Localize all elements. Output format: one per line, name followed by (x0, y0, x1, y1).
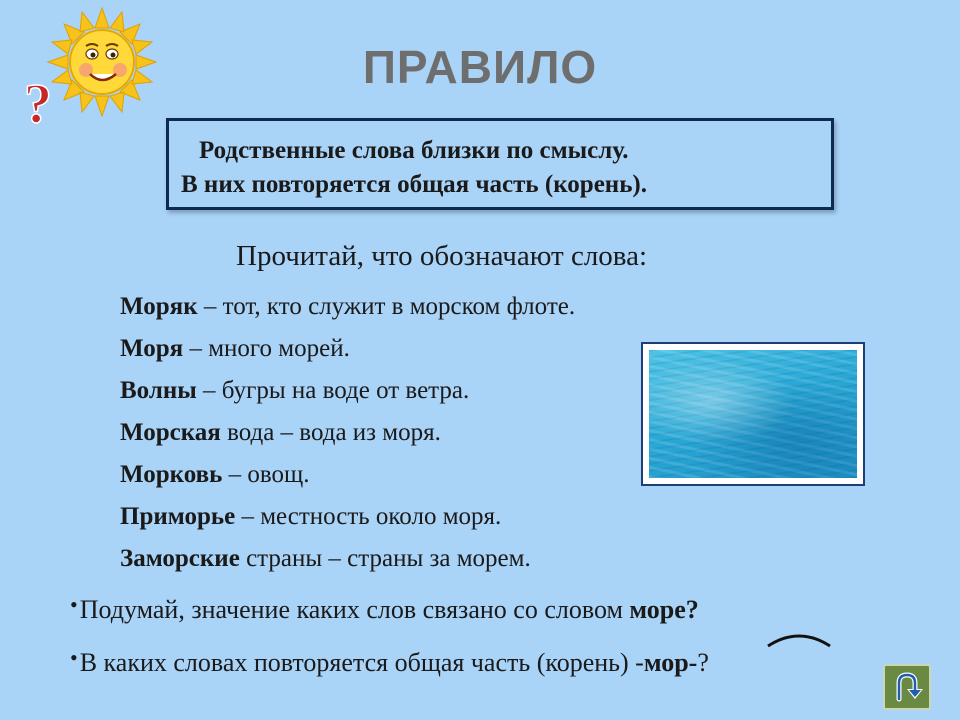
return-arrow-icon (889, 669, 925, 705)
definition-term: Волны (120, 377, 197, 404)
return-button[interactable] (883, 664, 931, 710)
question-1 (70, 592, 699, 625)
question-2-root: мор- (643, 648, 698, 677)
bullet: • (70, 645, 78, 670)
definition-text: – много морей. (183, 335, 350, 362)
definition-term: Морская (120, 419, 221, 446)
question-2-text: В каких словах повторяется общая часть (корень) - (79, 648, 644, 677)
definition-text: – тот, кто служит в морском флоте. (197, 293, 576, 320)
definition-item (120, 412, 575, 454)
page-title: ПРАВИЛО (362, 41, 598, 93)
definition-text: страны – страны за морем. (239, 545, 531, 572)
definition-item (120, 454, 575, 496)
definition-text: – овощ. (222, 461, 310, 488)
question-2-end: ? (697, 648, 709, 677)
definition-term: Приморье (120, 503, 236, 530)
question-1-keyword: море? (629, 595, 699, 624)
definition-text: – местность около моря. (235, 503, 502, 530)
root-arc-mark (764, 630, 834, 648)
definition-term: Моряк (120, 293, 198, 320)
rule-box (166, 118, 834, 210)
sea-water-image (642, 343, 864, 485)
definition-term: Заморские (120, 545, 240, 572)
rule-line-2: В них повторяется общая часть (корень). (181, 171, 648, 198)
definition-item (120, 496, 575, 538)
rule-line-1: Родственные слова близки по смыслу. (199, 137, 629, 164)
instruction-text: Прочитай, что обозначают слова: (236, 240, 648, 272)
svg-text:?: ? (24, 73, 52, 126)
bullet: • (70, 592, 78, 617)
definition-list (120, 286, 575, 580)
question-1-text: Подумай, значение каких слов связано со словом (79, 595, 630, 624)
definition-item (120, 370, 575, 412)
question-2 (70, 645, 709, 678)
definition-text: вода – вода из моря. (220, 419, 441, 446)
definition-item (120, 328, 575, 370)
definition-item (120, 538, 575, 580)
definition-text: – бугры на воде от ветра. (196, 377, 470, 404)
definition-item (120, 286, 575, 328)
definition-term: Моря (120, 335, 184, 362)
definition-term: Морковь (120, 461, 223, 488)
